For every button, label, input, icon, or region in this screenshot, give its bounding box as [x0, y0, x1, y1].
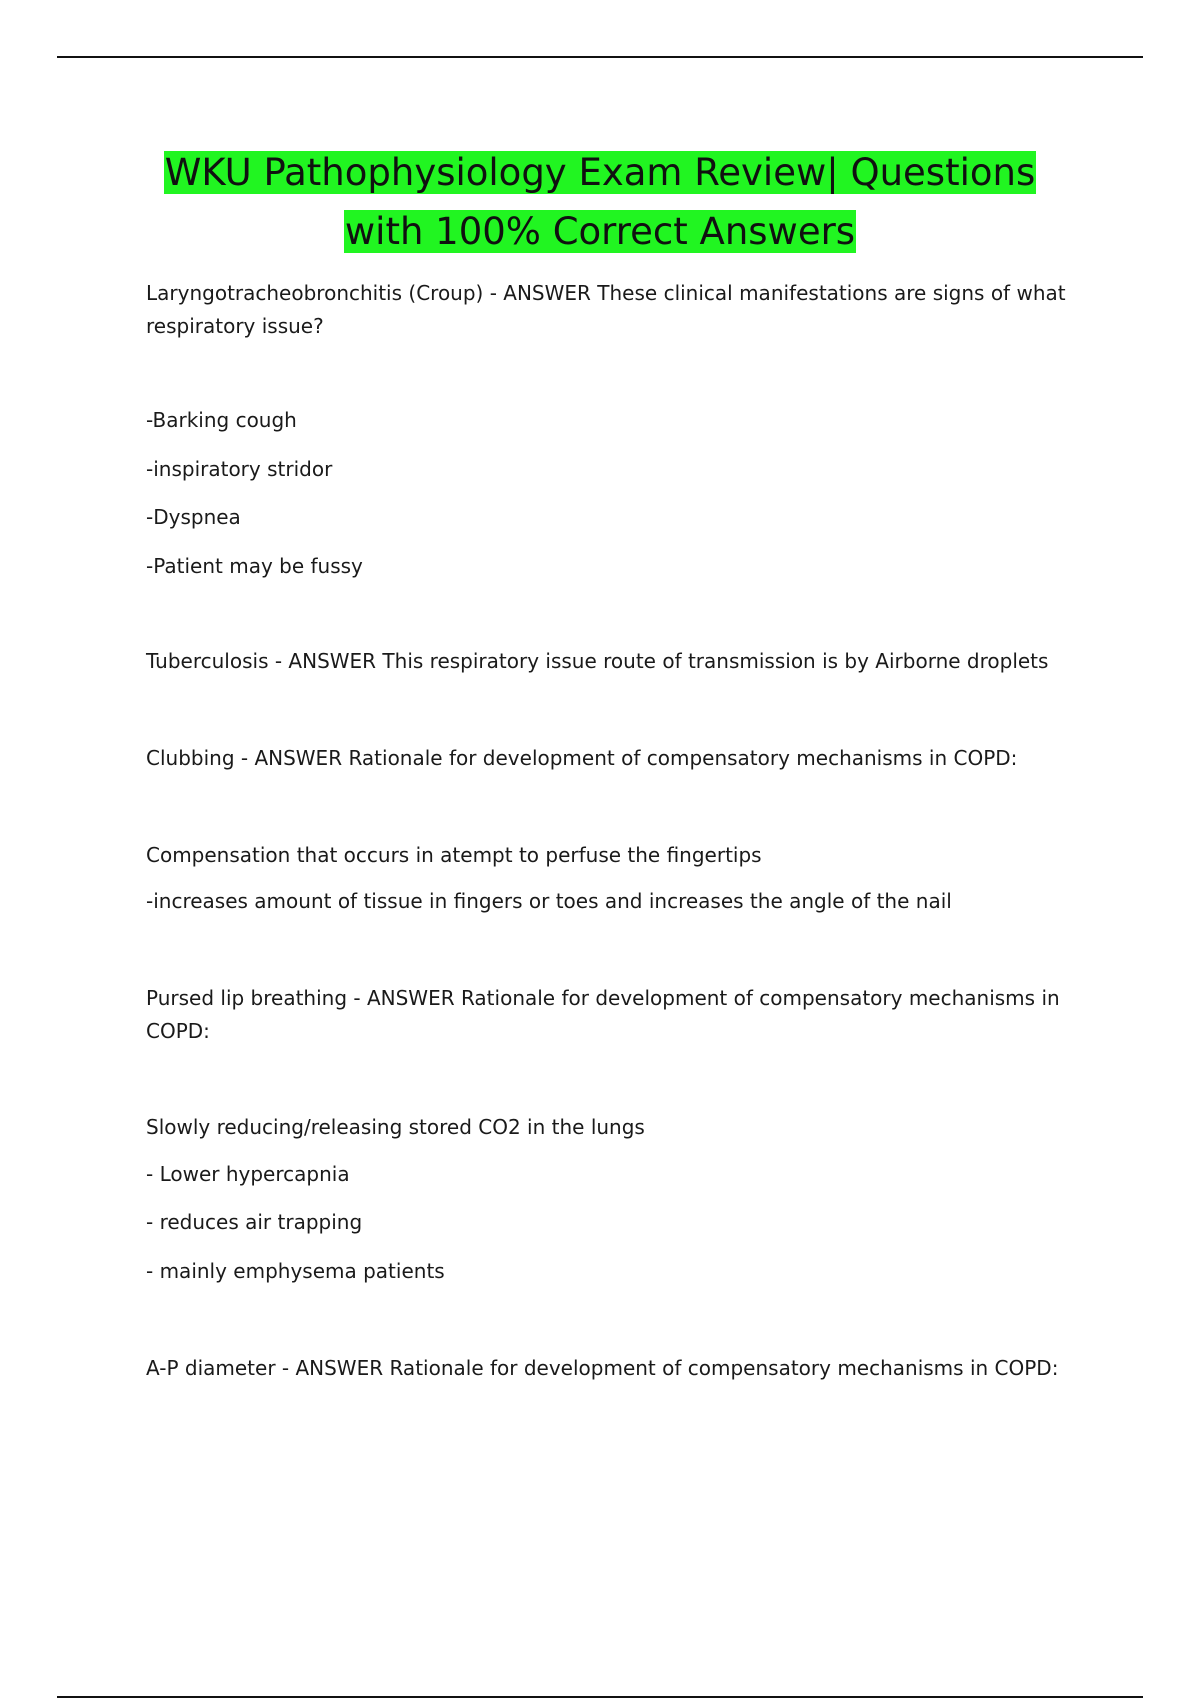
clubbing-detail: Compensation that occurs in atempt to perfuse the fingertips: [146, 843, 762, 867]
pursed-lip-detail: Slowly reducing/releasing stored CO2 in the lungs: [146, 1115, 645, 1139]
qa-tuberculosis-paragraph: Tuberculosis - ANSWER This respiratory issue route of transmission is by Airborne droplets: [146, 649, 1049, 673]
pursed-lip-detail: - mainly emphysema patients: [146, 1259, 445, 1283]
document-title: [0, 143, 1200, 261]
qa-croup-paragraph: Laryngotracheobronchitis (Croup) - ANSWER These clinical manifestations are signs of what respiratory issue?: [146, 281, 1066, 338]
croup-symptom-item: -Dyspnea: [146, 505, 241, 529]
top-rule: [57, 56, 1143, 58]
pursed-lip-detail: - Lower hypercapnia: [146, 1162, 350, 1186]
clubbing-detail: -increases amount of tissue in fingers or toes and increases the angle of the nail: [146, 889, 952, 913]
bottom-rule: [57, 1696, 1143, 1698]
qa-clubbing-paragraph: Clubbing - ANSWER Rationale for development of compensatory mechanisms in COPD:: [146, 746, 1018, 770]
title-line-1: WKU Pathophysiology Exam Review| Questions: [164, 151, 1036, 194]
croup-symptom-item: -inspiratory stridor: [146, 457, 333, 481]
title-line-2: with 100% Correct Answers: [344, 210, 856, 253]
croup-symptom-item: -Patient may be fussy: [146, 554, 363, 578]
qa-pursed-lip-paragraph: Pursed lip breathing - ANSWER Rationale for development of compensatory mechanisms in COPD:: [146, 986, 1060, 1043]
pursed-lip-detail: - reduces air trapping: [146, 1210, 363, 1234]
croup-symptom-item: -Barking cough: [146, 408, 297, 432]
qa-ap-diameter-paragraph: A-P diameter - ANSWER Rationale for development of compensatory mechanisms in COPD:: [146, 1356, 1059, 1380]
